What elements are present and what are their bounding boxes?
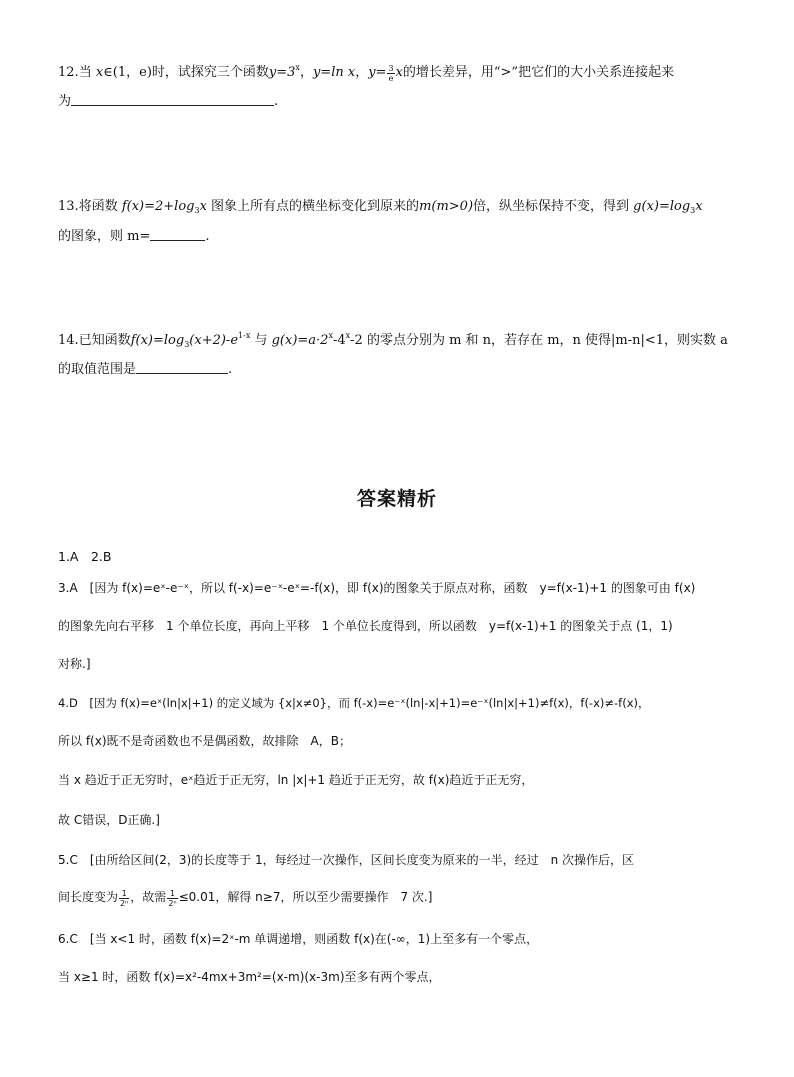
q12-function-3: y= — [368, 65, 387, 80]
fraction-denominator: 2ⁿ — [168, 899, 177, 908]
log-base: 3 — [184, 340, 190, 349]
answer-blank[interactable] — [150, 228, 205, 241]
a5-fraction — [167, 889, 177, 908]
q13-text: 倍，纵坐标保持不变，得到 — [473, 199, 634, 214]
q13-m: m(m>0) — [419, 199, 474, 214]
q14-function-f: f(x)=log — [130, 333, 185, 348]
q13-text: 图象上所有点的横坐标变化到原来的 — [206, 199, 420, 214]
q13-text: 的图象，则 m= — [58, 229, 151, 244]
question-number: 13. — [58, 199, 79, 214]
q13-text: 将函数 — [78, 199, 122, 214]
q14-function-g: g(x)=a·2 — [271, 333, 329, 348]
question-14-line-2 — [58, 361, 232, 378]
q12-text: 的增长差异，用“>”把它们的大小关系连接起来 — [402, 65, 675, 80]
fraction-denominator: e — [388, 74, 394, 83]
answer-blank[interactable] — [136, 361, 228, 374]
answers-title: 答案精析 — [356, 488, 437, 510]
q13-g-function: g(x)=log — [633, 199, 691, 214]
q12-fraction — [387, 64, 394, 83]
answer-3-line-1: 3.A [因为 f(x)=eˣ-e⁻ˣ，所以 f(-x)=e⁻ˣ-eˣ=-f(x)，即 f(x)的图象关于原点对称，函数 y=f(x-1)+1 的图象可由 f(x) — [58, 581, 696, 595]
q14-function-f-rest: (x+2)-e — [189, 333, 239, 348]
q12-text: 当 — [78, 65, 96, 80]
fraction-denominator: 2ⁿ — [120, 899, 129, 908]
period: . — [228, 362, 233, 377]
answer-4-line-1: 4.D [因为 f(x)=eˣ(ln|x|+1) 的定义域为 {x|x≠0}，而 f(-x)=e⁻ˣ(ln|-x|+1)=e⁻ˣ(ln|x|+1)≠f(x)，f(-x)≠-f(x)， — [58, 696, 650, 710]
q12-exponent: x — [295, 63, 300, 72]
answer-6-line-1: 6.C [当 x<1 时，函数 f(x)=2ˣ-m 单调递增，则函数 f(x)在(-∞，1)上至多有一个零点， — [58, 932, 539, 946]
q12-function-2: y=ln x — [312, 65, 356, 80]
a5-text: ，故需 — [130, 890, 167, 904]
question-12-line-2 — [58, 93, 278, 110]
q12-text: ∈(1，e)时，试探究三个函数 — [103, 65, 269, 80]
a5-text: ≤0.01，解得 n≥7，所以至少需要操作 7 次.] — [178, 890, 433, 904]
question-12-line-1: 12.当 x∈(1，e)时，试探究三个函数$y=3^x$，y=ln x，y= $\frac{3}{e}$ x的增长差异，用“>”把它们的大小关系连接起来 — [58, 63, 675, 83]
question-number: 12. — [58, 65, 79, 80]
fraction-numerator: 1 — [167, 889, 177, 899]
answer-1-2: 1.A 2.B — [58, 549, 112, 564]
answer-4-line-3: 当 x 趋近于正无穷时，eˣ趋近于正无穷，ln |x|+1 趋近于正无穷，故 f(x)趋近于正无穷， — [58, 773, 534, 787]
log-argument: x — [199, 199, 207, 214]
a5-fraction — [119, 889, 129, 908]
answer-4-line-2: 所以 f(x)既不是奇函数也不是偶函数，故排除 A，B； — [58, 734, 351, 748]
question-13-line-2 — [58, 228, 210, 245]
log-argument: x — [695, 199, 703, 214]
log-base: 3 — [194, 206, 200, 215]
log-base: 3 — [690, 206, 696, 215]
answer-5-line-1: 5.C [由所给区间(2，3)的长度等于 1，每经过一次操作，区间长度变为原来的一半，经过 n 次操作后，区 — [58, 853, 635, 867]
answer-6-line-2: 当 x≥1 时，函数 f(x)=x²-4mx+3m²=(x-m)(x-3m)至多有两个零点， — [58, 970, 441, 984]
question-14-line-1 — [58, 333, 728, 349]
period: . — [274, 94, 279, 109]
q12-text: 为 — [58, 94, 72, 109]
answer-3-line-2: 的图象先向右平移 1 个单位长度，再向上平移 1 个单位长度得到，所以函数 y=f(x-1)+1 的图象关于点 (1，1) — [58, 619, 673, 633]
q14-text: 与 — [250, 333, 272, 348]
question-number: 14. — [58, 333, 79, 348]
q14-g-end: -2 — [350, 333, 363, 348]
q14-text: 已知函数 — [78, 333, 131, 348]
answer-4-line-4: 故 C错误，D正确.] — [58, 813, 160, 827]
fraction-numerator: 1 — [119, 889, 129, 899]
answer-blank[interactable] — [71, 93, 274, 106]
q14-exponent: x — [345, 331, 351, 340]
q14-exponent: 1-x — [238, 331, 251, 340]
q12-function-1: y=3 — [268, 65, 296, 80]
q14-g-mid: -4 — [332, 333, 346, 348]
period: . — [205, 229, 210, 244]
question-13-line-1 — [58, 199, 703, 215]
a5-text: 间长度变为 — [58, 890, 119, 904]
q14-exponent: x — [328, 331, 333, 340]
answer-3-line-3: 对称.] — [58, 657, 91, 671]
q14-text: 的零点分别为 m 和 n，若存在 m，n 使得|m-n|<1，则实数 a — [362, 333, 728, 348]
fraction-numerator: 3 — [388, 64, 394, 73]
q14-text: 的取值范围是 — [58, 362, 137, 377]
q12-variable: x — [395, 65, 403, 80]
answer-5-line-2 — [58, 889, 432, 908]
q13-function: f(x)=2+log — [121, 199, 195, 214]
